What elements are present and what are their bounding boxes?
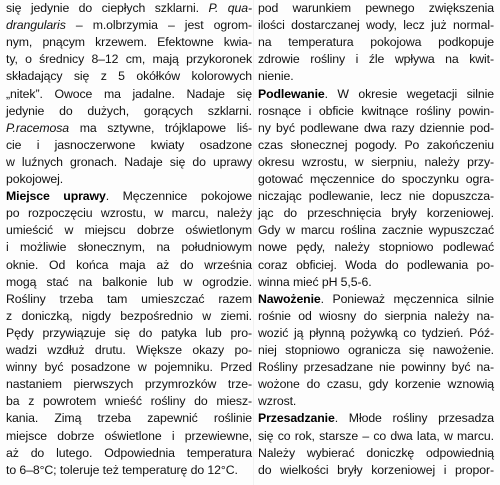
text-segment: składający się z 5 okółków kolorowych	[6, 69, 252, 84]
text-segment: kania. Zimą trzeba zapewnić roślinie	[6, 411, 252, 426]
text-segment: miejsce dobrze oświetlone i przewiewne,	[6, 428, 252, 443]
text-segment: P.racemosa	[6, 120, 70, 135]
text-line	[258, 239, 494, 256]
text-segment: wzrost.	[258, 394, 297, 409]
text-segment: rośnie od wiosny do sierpnia należy na-	[258, 308, 494, 323]
text-segment: ny być podlewane dwa razy dziennie pod-	[258, 120, 494, 135]
text-segment: aż do lutego. Odpowiednia temperatura	[6, 445, 252, 460]
text-line	[6, 86, 252, 103]
text-segment: jąc do przeschnięcia bryły korzeniowej.	[258, 206, 494, 221]
text-line	[6, 68, 252, 85]
text-segment: Gdy w marcu roślina zacznie wypuszczać	[258, 223, 494, 238]
text-line	[6, 188, 252, 205]
text-segment: ilości dostarczanej wody, lecz już normal-	[258, 18, 494, 33]
text-segment: . Młode rośliny przesadza	[334, 411, 494, 426]
text-segment: umieścić w miejscu dobrze oświetlonym	[6, 223, 252, 238]
text-segment: nym, pnącym krzewem. Efektowne kwia-	[6, 35, 252, 50]
text-line	[258, 428, 494, 445]
text-line	[6, 34, 252, 51]
text-segment: z doniczką, nigdy bezpośrednio w ziemi.	[6, 308, 252, 323]
text-line	[6, 428, 252, 445]
text-segment: Rośliny trzeba tam umieszczać razem	[6, 291, 252, 306]
text-line	[258, 222, 494, 239]
text-segment: w luźnych gronach. Nadaje się do uprawy	[6, 154, 252, 169]
text-segment: to 6–8°C; toleruje też temperaturę do 12°C.	[6, 462, 238, 477]
text-segment: niczając podlewanie, lecz nie dopuszcza-	[258, 189, 494, 204]
text-segment: . Ponieważ męczennica silnie	[320, 291, 494, 306]
text-line	[6, 410, 252, 427]
text-segment: po rozpoczęciu wzrostu, w marcu, należy	[6, 206, 252, 221]
text-line	[258, 103, 494, 120]
text-line	[258, 120, 494, 137]
text-line	[6, 376, 252, 393]
text-line	[6, 393, 252, 410]
text-segment: niej stopniowo ogranicza się nawożenie.	[258, 343, 494, 357]
text-segment: coraz obficiej. Woda do podlewania po-	[258, 257, 494, 272]
text-line	[6, 445, 252, 462]
text-line	[258, 308, 494, 325]
text-line	[258, 257, 494, 274]
text-line	[258, 171, 494, 188]
text-segment: „nitek”. Owoce ma jadalne. Nadaje się	[6, 86, 252, 101]
text-line	[258, 342, 494, 359]
text-line	[6, 274, 252, 291]
text-line	[6, 325, 252, 342]
text-line	[258, 274, 494, 291]
text-line	[6, 51, 252, 68]
text-segment: pokojowej.	[6, 172, 64, 186]
text-segment: pod warunkiem pewnego zwiększenia	[258, 1, 494, 15]
text-segment: czas słonecznej pogody. Po zakończeniu	[258, 137, 494, 152]
text-line	[258, 393, 494, 410]
column-gutter	[253, 0, 254, 485]
text-segment: ba z powrotem wnieść rośliny do miesz-	[6, 394, 252, 409]
text-line	[6, 103, 252, 120]
section-heading: Miejsce uprawy	[6, 189, 106, 204]
text-line	[6, 171, 252, 188]
text-segment: nastaniem pierwszych przymrozków trze-	[6, 377, 252, 392]
text-line	[6, 342, 252, 359]
text-line	[6, 359, 252, 376]
text-segment: wadzi wzdłuż drutu. Większe okazy po-	[6, 343, 252, 357]
text-line	[6, 257, 252, 274]
section-heading: Nawożenie	[258, 291, 321, 306]
text-segment: cie i jasnoczerwone kwiaty osadzone	[6, 137, 252, 152]
text-line	[258, 205, 494, 222]
text-segment: ma sztywne, trójklapowe liś-	[69, 120, 252, 135]
text-line	[6, 462, 252, 479]
text-line	[258, 68, 494, 85]
text-line	[258, 34, 494, 51]
text-line	[6, 222, 252, 239]
text-segment: wozić ją płynną pożywką co tydzień. Póź-	[258, 325, 494, 340]
text-segment: P. qua-	[208, 1, 252, 15]
text-line	[6, 137, 252, 154]
text-segment: oknie. Od końca maja aż do września	[6, 257, 252, 272]
text-segment: nowe pędy, należy stopniowo podlewać	[258, 240, 494, 255]
text-line	[6, 291, 252, 308]
text-line	[6, 205, 252, 222]
text-line	[258, 154, 494, 171]
text-line	[6, 308, 252, 325]
text-line	[258, 51, 494, 68]
text-segment: nienie.	[258, 69, 294, 84]
text-segment: rosnące i obficie kwitnące rośliny powin-	[258, 103, 494, 118]
text-line	[6, 0, 252, 17]
text-line	[258, 325, 494, 342]
text-line	[258, 291, 494, 308]
text-segment: się jedynie do ciepłych szklarni.	[6, 1, 209, 15]
text-line	[6, 154, 252, 171]
text-line	[258, 376, 494, 393]
text-segment: wożone do czasu, gdy korzenie wznowią	[258, 377, 494, 392]
text-segment: i możliwie słonecznym, na południowym	[6, 240, 252, 255]
text-segment: do wielkości bryły korzeniowej i propor-	[258, 462, 494, 477]
text-segment: . Męczennice pokojowe	[105, 189, 252, 204]
text-line	[6, 17, 252, 34]
text-line	[258, 462, 494, 479]
section-heading: Podlewanie	[258, 86, 325, 101]
text-segment: winna mieć pH 5,5-6.	[258, 274, 372, 289]
text-segment: winny być posadzone w pojemniku. Przed	[6, 360, 252, 375]
text-segment: – m.olbrzymia – jest ogrom-	[65, 18, 252, 33]
text-segment: . W okresie wegetacji silnie	[324, 86, 494, 101]
text-line	[258, 445, 494, 462]
text-line	[6, 120, 252, 137]
text-segment: Rośliny przesadzane nie powinny być na-	[258, 360, 494, 375]
text-segment: gotować męczennice do spoczynku ogra-	[258, 172, 494, 186]
text-segment: Należy wybierać doniczkę odpowiednią	[258, 445, 494, 460]
text-segment: zdrowie rośliny i źle wpływa na kwit-	[258, 52, 494, 67]
text-line	[258, 137, 494, 154]
text-line	[258, 410, 494, 427]
text-line	[258, 86, 494, 103]
text-line	[258, 17, 494, 34]
text-segment: mogą stać na balkonie lub w ogrodzie.	[6, 274, 252, 289]
text-segment: jedynie do dużych, gorących szklarni.	[6, 103, 252, 118]
text-segment: Pędy przywiązuje się do patyka lub pro-	[6, 325, 252, 340]
text-segment: się co rok, starsze – co dwa lata, w marcu.	[258, 428, 494, 443]
text-line	[258, 359, 494, 376]
text-line	[258, 188, 494, 205]
text-line	[258, 0, 494, 17]
text-segment: drangularis	[6, 18, 66, 33]
text-segment: na temperatura pokojowa podkopuje	[258, 35, 494, 50]
text-segment: ty, o średnicy 8–12 cm, mają przykoronek	[6, 52, 252, 67]
text-segment: okresu wzrostu, w sierpniu, należy przy-	[258, 154, 494, 169]
text-line	[6, 239, 252, 256]
section-heading: Przesadzanie	[258, 411, 335, 426]
